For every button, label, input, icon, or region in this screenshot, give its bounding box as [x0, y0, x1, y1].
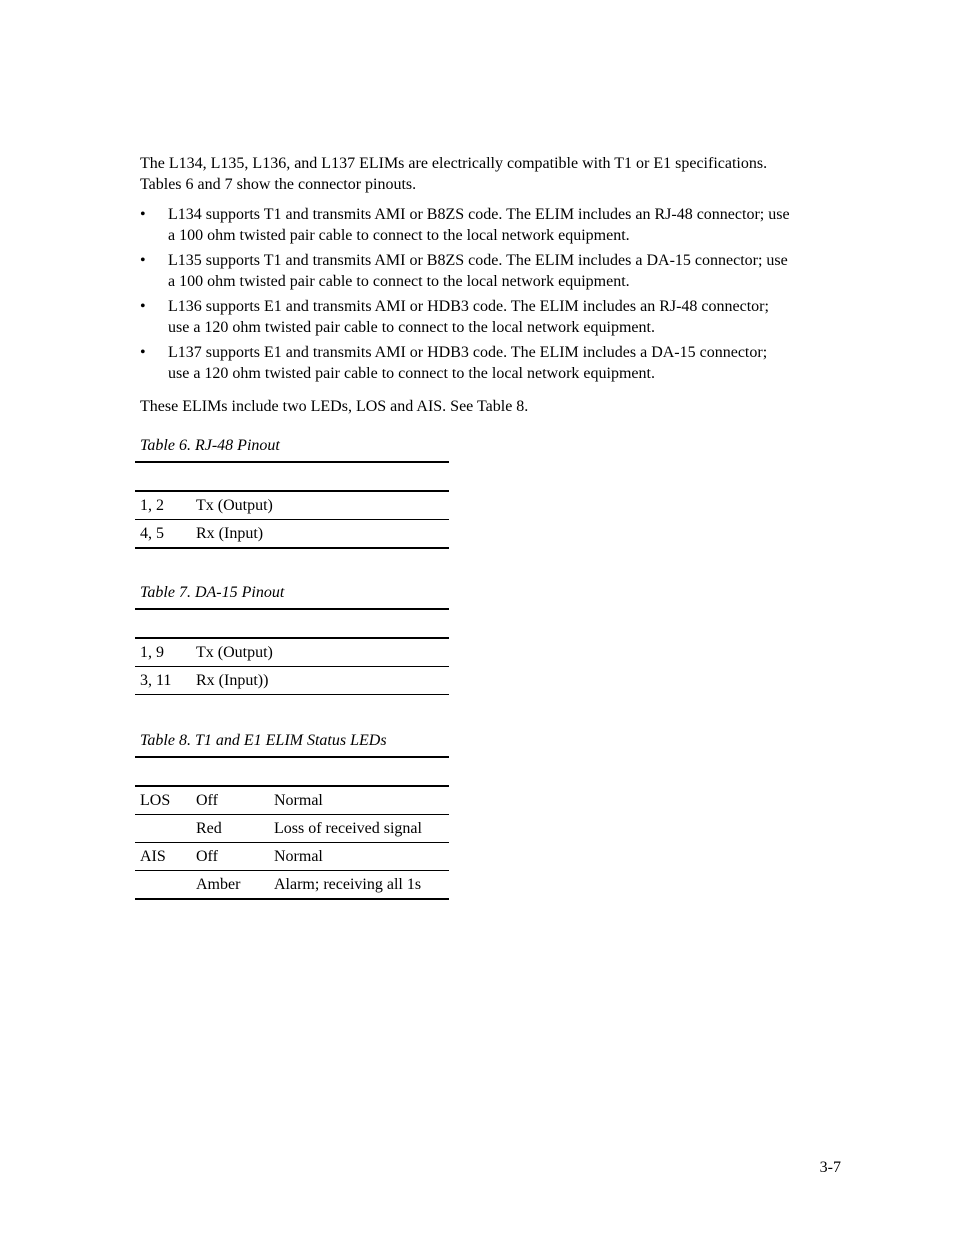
signal-cell: Rx (Input)) [196, 672, 269, 689]
bullet-line-2: a 100 ohm twisted pair cable to connect to the local network equipment. [168, 226, 630, 244]
bullet-item-l135 [140, 251, 846, 292]
table-row [135, 842, 449, 870]
signal-cell: Tx (Output) [196, 644, 273, 661]
bullet-item-l134 [140, 205, 846, 246]
meaning-cell: Normal [274, 792, 323, 809]
table-row [135, 637, 449, 666]
table7-caption: Table 7. DA-15 Pinout [140, 584, 285, 601]
led-cell: LOS [140, 792, 171, 809]
table8-header-rule [135, 756, 449, 785]
bullet-line-1: L137 supports E1 and transmits AMI or HDB3 code. The ELIM includes a DA-15 connector; [168, 344, 768, 361]
table-row [135, 666, 449, 695]
pin-cell: 1, 9 [140, 644, 164, 661]
table7-da15-pinout [135, 608, 449, 695]
pin-cell: 3, 11 [140, 672, 172, 689]
led-cell: AIS [140, 848, 166, 865]
elim-bullet-list [140, 205, 846, 389]
signal-cell: Rx (Input) [196, 525, 264, 542]
table6-caption: Table 6. RJ-48 Pinout [140, 437, 280, 454]
table6-header-rule [135, 461, 449, 490]
bullet-icon: • [140, 344, 146, 361]
bullet-line-1: L135 supports T1 and transmits AMI or B8ZS code. The ELIM includes a DA-15 connector; use [168, 252, 788, 269]
intro-paragraph [140, 154, 840, 195]
table-row [135, 870, 449, 900]
bullet-line-2: use a 120 ohm twisted pair cable to connect to the local network equipment. [168, 364, 655, 382]
meaning-cell: Loss of received signal [274, 820, 422, 837]
color-cell: Off [196, 792, 218, 809]
table8-status-leds [135, 756, 449, 900]
table8-caption: Table 8. T1 and E1 ELIM Status LEDs [140, 732, 387, 749]
bullet-line-2: a 100 ohm twisted pair cable to connect to the local network equipment. [168, 272, 630, 290]
intro-line-1: The L134, L135, L136, and L137 ELIMs are electrically compatible with T1 or E1 specifications. [140, 155, 768, 172]
table-row [135, 519, 449, 549]
bullet-icon: • [140, 252, 146, 269]
bullet-icon: • [140, 206, 146, 223]
table-row [135, 785, 449, 814]
pin-cell: 1, 2 [140, 497, 164, 514]
color-cell: Red [196, 820, 222, 837]
bullet-item-l136 [140, 297, 846, 338]
color-cell: Amber [196, 876, 241, 893]
table6-rj48-pinout [135, 461, 449, 549]
leds-paragraph: These ELIMs include two LEDs, LOS and AIS. See Table 8. [140, 398, 529, 415]
bullet-line-2: use a 120 ohm twisted pair cable to connect to the local network equipment. [168, 318, 655, 336]
meaning-cell: Normal [274, 848, 323, 865]
meaning-cell: Alarm; receiving all 1s [274, 876, 422, 893]
bullet-line-1: L134 supports T1 and transmits AMI or B8ZS code. The ELIM includes an RJ-48 connector; use [168, 206, 790, 223]
color-cell: Off [196, 848, 218, 865]
table-row [135, 490, 449, 519]
bullet-line-1: L136 supports E1 and transmits AMI or HDB3 code. The ELIM includes an RJ-48 connector; [168, 298, 769, 315]
bullet-item-l137 [140, 343, 846, 384]
intro-line-2: Tables 6 and 7 show the connector pinouts. [140, 175, 417, 193]
bullet-icon: • [140, 298, 146, 315]
pin-cell: 4, 5 [140, 525, 164, 542]
table-row [135, 814, 449, 842]
table7-header-rule [135, 608, 449, 637]
page-number: 3-7 [819, 1159, 841, 1176]
signal-cell: Tx (Output) [196, 497, 273, 514]
